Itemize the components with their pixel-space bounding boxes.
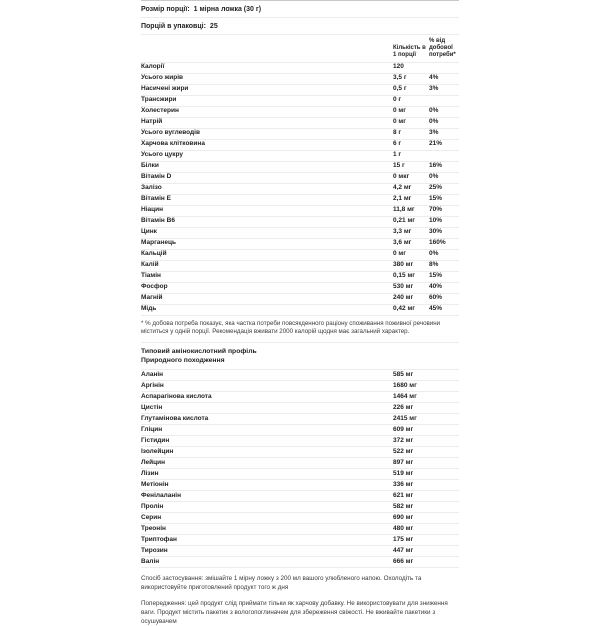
nutrient-dv: 3% — [429, 85, 439, 93]
nutrient-dv: 8% — [429, 261, 439, 269]
amino-row — [141, 557, 459, 568]
nutrient-amount: 2,1 мг — [393, 195, 412, 203]
nutrient-amount: 0,15 мг — [393, 272, 415, 280]
nutrient-amount: 15 г — [393, 162, 405, 170]
amino-rows — [141, 370, 459, 568]
nutrient-row — [141, 195, 459, 206]
nutrient-label: Фосфор — [141, 283, 168, 291]
amino-title-line1: Типовий амінокислотний профіль — [141, 348, 257, 356]
nutrient-row — [141, 294, 459, 305]
nutrient-row — [141, 140, 459, 151]
nutrient-amount: 120 — [393, 63, 404, 71]
nutrient-label: Білки — [141, 162, 159, 170]
nutrient-rows — [141, 63, 459, 316]
nutrient-amount: 0,5 г — [393, 85, 407, 93]
amino-row — [141, 381, 459, 392]
nutrient-label: Залізо — [141, 184, 162, 192]
amino-amount: 480 мг — [393, 524, 414, 532]
nutrient-row — [141, 283, 459, 294]
nutrient-label: Натрій — [141, 118, 163, 126]
nutrient-label: Калорії — [141, 63, 165, 71]
amino-amount: 621 мг — [393, 491, 414, 499]
nutrient-amount: 3,6 мг — [393, 239, 412, 247]
amino-label: Пролін — [141, 502, 164, 510]
nutrient-row — [141, 250, 459, 261]
nutrient-label: Трансжири — [141, 96, 177, 104]
nutrient-label: Усього жирів — [141, 74, 183, 82]
nutrient-row — [141, 206, 459, 217]
nutrient-dv: 4% — [429, 74, 439, 82]
nutrient-row — [141, 217, 459, 228]
nutrient-label: Вітамін B6 — [141, 217, 175, 225]
nutrient-amount: 0,21 мг — [393, 217, 415, 225]
nutrient-amount: 1 г — [393, 151, 402, 159]
serving-size-row — [141, 1, 459, 18]
nutrient-amount: 8 г — [393, 129, 402, 137]
amino-amount: 447 мг — [393, 546, 414, 554]
amino-row — [141, 535, 459, 546]
nutrient-amount: 6 г — [393, 140, 402, 148]
nutrient-row — [141, 107, 459, 118]
amino-label: Ізолейцин — [141, 447, 174, 455]
nutrient-row — [141, 228, 459, 239]
amino-label: Лізин — [141, 469, 159, 477]
nutrient-dv: 60% — [429, 294, 443, 302]
amino-title-line2: Природного походження — [141, 357, 225, 365]
nutrient-dv: 25% — [429, 184, 443, 192]
nutrient-row — [141, 173, 459, 184]
amino-amount: 522 мг — [393, 447, 414, 455]
amino-amount: 666 мг — [393, 557, 414, 565]
servings-per-container-row — [141, 18, 459, 35]
amino-label: Гістидин — [141, 436, 170, 444]
nutrient-row — [141, 261, 459, 272]
nutrient-amount: 240 мг — [393, 294, 414, 302]
amino-amount: 336 мг — [393, 480, 414, 488]
amino-label: Фенілаланін — [141, 491, 182, 499]
amount-column-header: Кількість в 1 порції — [393, 44, 426, 58]
nutrient-row — [141, 184, 459, 195]
nutrient-label: Вітамін E — [141, 195, 171, 203]
nutrient-label: Холестерин — [141, 107, 179, 115]
nutrient-dv: 16% — [429, 162, 443, 170]
amino-amount: 519 мг — [393, 469, 414, 477]
nutrient-label: Мідь — [141, 305, 157, 313]
nutrient-label: Цинк — [141, 228, 157, 236]
amino-row — [141, 403, 459, 414]
amino-label: Метіонін — [141, 480, 169, 488]
amino-row — [141, 458, 459, 469]
amino-amount: 897 мг — [393, 458, 414, 466]
amino-row — [141, 513, 459, 524]
nutrient-row — [141, 129, 459, 140]
amino-label: Валін — [141, 557, 160, 565]
amino-amount: 582 мг — [393, 502, 414, 510]
nutrient-amount: 530 мг — [393, 283, 414, 291]
amino-row — [141, 414, 459, 425]
nutrient-row — [141, 85, 459, 96]
column-header-row — [141, 35, 459, 63]
amino-label: Гліцин — [141, 425, 163, 433]
amino-row — [141, 480, 459, 491]
nutrient-label: Насичені жири — [141, 85, 189, 93]
nutrient-amount: 4,2 мг — [393, 184, 412, 192]
amino-row — [141, 447, 459, 458]
amino-row — [141, 546, 459, 557]
nutrient-amount: 0 мг — [393, 107, 406, 115]
nutrient-amount: 3,5 г — [393, 74, 407, 82]
warnings-paragraph: Попередження: цей продукт слід приймати тільки як харчову добавку. Не використовувати для зниження ваги. Продукт містить пакетик з вологопоглиначем для збереження свіжості. Не вживайте пакетики з осушувачем — [141, 599, 448, 625]
amino-row — [141, 524, 459, 535]
nutrient-dv: 30% — [429, 228, 443, 236]
nutrient-dv: 160% — [429, 239, 446, 247]
servings-per-container-value: 25 — [209, 22, 218, 30]
nutrient-label: Усього вуглеводів — [141, 129, 200, 137]
servings-per-container-label: Порцій в упаковці: — [141, 22, 206, 30]
nutrient-label: Усього цукру — [141, 151, 183, 159]
nutrient-amount: 0 г — [393, 96, 402, 104]
amino-row — [141, 436, 459, 447]
nutrient-dv: 40% — [429, 283, 443, 291]
amino-label: Цистін — [141, 403, 163, 411]
nutrient-label: Вітамін D — [141, 173, 172, 181]
amino-amount: 1464 мг — [393, 392, 417, 400]
amino-section-title — [141, 343, 459, 370]
amino-row — [141, 425, 459, 436]
nutrient-label: Марганець — [141, 239, 176, 247]
serving-size-label: Розмір порції: — [141, 5, 190, 13]
amino-amount: 372 мг — [393, 436, 414, 444]
nutrient-amount: 3,3 мг — [393, 228, 412, 236]
nutrient-row — [141, 118, 459, 129]
nutrient-dv: 70% — [429, 206, 443, 214]
amino-amount: 690 мг — [393, 513, 414, 521]
amino-row — [141, 502, 459, 513]
nutrient-dv: 0% — [429, 173, 439, 181]
amino-label: Аспарагінова кислота — [141, 392, 212, 400]
serving-size-value: 1 мірна ложка (30 г) — [193, 5, 262, 13]
amino-label: Глутамінова кислота — [141, 414, 209, 422]
nutrient-row — [141, 151, 459, 162]
amino-row — [141, 469, 459, 480]
nutrient-row — [141, 63, 459, 74]
nutrient-label: Кальцій — [141, 250, 167, 258]
nutrient-label: Харчова клітковина — [141, 140, 205, 148]
nutrient-label: Магній — [141, 294, 163, 302]
amino-amount: 585 мг — [393, 370, 414, 378]
amino-row — [141, 392, 459, 403]
amino-label: Треонін — [141, 524, 166, 532]
nutrient-row — [141, 74, 459, 85]
nutrient-row — [141, 162, 459, 173]
nutrient-label: Ніацин — [141, 206, 164, 214]
nutrient-row — [141, 272, 459, 283]
nutrient-amount: 0 мкг — [393, 173, 410, 181]
amino-label: Тирозин — [141, 546, 168, 554]
nutrient-dv: 15% — [429, 272, 443, 280]
dv-footnote: * % добова потреба показує, яка частка потреби повсякденного раціону споживання поживної речовини міститься у одній порції. Рекомендація вживати 2000 калорій щодня має загальний характер. — [141, 316, 459, 343]
amino-amount: 175 мг — [393, 535, 414, 543]
nutrient-dv: 10% — [429, 217, 443, 225]
amino-label: Серин — [141, 513, 162, 521]
nutrient-label: Калій — [141, 261, 159, 269]
nutrient-dv: 0% — [429, 118, 439, 126]
amino-label: Триптофан — [141, 535, 177, 543]
nutrient-label: Тіамін — [141, 272, 161, 280]
nutrient-row — [141, 239, 459, 250]
amino-amount: 1680 мг — [393, 381, 417, 389]
amino-label: Аргінін — [141, 381, 164, 389]
amino-row — [141, 370, 459, 381]
nutrient-amount: 0 мг — [393, 250, 406, 258]
amino-amount: 609 мг — [393, 425, 414, 433]
nutrient-dv: 0% — [429, 250, 439, 258]
amino-amount: 226 мг — [393, 403, 414, 411]
nutrient-dv: 45% — [429, 305, 443, 313]
nutrient-dv: 3% — [429, 129, 439, 137]
dv-column-header: % від добової потреби* — [429, 38, 456, 58]
nutrient-row — [141, 96, 459, 107]
nutrient-amount: 380 мг — [393, 261, 414, 269]
nutrient-row — [141, 305, 459, 316]
amino-label: Аланін — [141, 370, 164, 378]
nutrient-dv: 21% — [429, 140, 443, 148]
nutrient-amount: 0 мг — [393, 118, 406, 126]
nutrient-dv: 15% — [429, 195, 443, 203]
directions-paragraph: Спосіб застосування: змішайте 1 мірну ложку з 200 мл вашого улюбленого напою. Охолодіть та використовуйте приготовлений продукт того ж дня — [141, 575, 422, 592]
supplement-facts-panel — [141, 0, 459, 626]
amino-label: Лейцин — [141, 458, 166, 466]
nutrient-dv: 0% — [429, 107, 439, 115]
nutrient-amount: 0,42 мг — [393, 305, 415, 313]
amino-amount: 2415 мг — [393, 414, 417, 422]
amino-row — [141, 491, 459, 502]
nutrient-amount: 11,8 мг — [393, 206, 415, 214]
